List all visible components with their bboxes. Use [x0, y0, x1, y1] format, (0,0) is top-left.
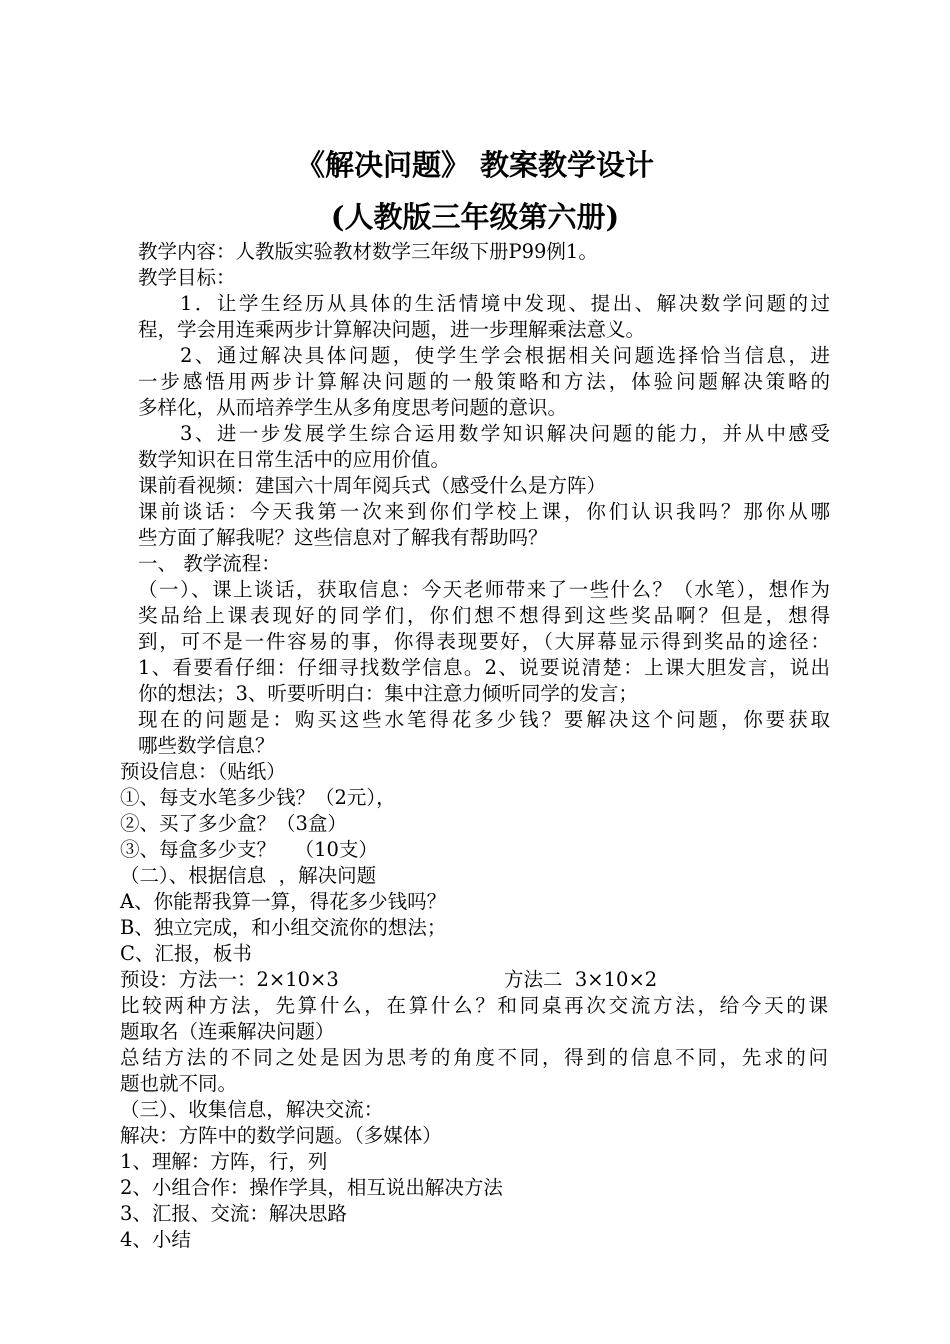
step-b: B、独立完成，和小组交流你的想法；: [120, 916, 447, 939]
pre-class-talk-line1: 课前谈话：今天我第一次来到你们学校上课，你们认识我吗？那你从哪: [138, 500, 830, 523]
objective-1-line1: 1．让学生经历从具体的生活情境中发现、提出、解决数学问题的过: [180, 292, 830, 315]
compare-line2: 题取名（连乘解决问题）: [120, 1020, 335, 1043]
compare-line1: 比较两种方法，先算什么，在算什么？和同桌再次交流方法，给今天的课: [120, 994, 828, 1017]
objective-3-line2: 数学知识在日常生活中的应用价值。: [138, 448, 451, 471]
objective-1-line2: 程，学会用连乘两步计算解决问题，进一步理解乘法意义。: [138, 318, 646, 341]
summary-line2: 题也就不同。: [120, 1072, 238, 1095]
section-1-line1: （一）、课上谈话，获取信息：今天老师带来了一些什么？（水笔），想作为: [138, 578, 830, 601]
method-two: 方法二 3×10×2: [504, 968, 658, 991]
step-c: C、汇报，板书: [120, 942, 252, 965]
objective-2-line1: 2、通过解决具体问题，使学生学会根据相关问题选择恰当信息，进: [180, 344, 830, 367]
solve-line: 解决：方阵中的数学问题。（多媒体）: [120, 1124, 442, 1147]
item-4: 4、小结: [120, 1228, 191, 1251]
item-2: 2、小组合作：操作学具，相互说出解决方法: [120, 1176, 503, 1199]
pre-class-talk-line2: 些方面了解我呢？这些信息对了解我有帮助吗？: [138, 526, 548, 549]
section-1-line3: 到，可不是一件容易的事，你得表现要好，（大屏幕显示得到奖品的途径：: [138, 630, 830, 653]
preset-info-heading: 预设信息：（贴纸）: [120, 760, 286, 783]
question-line1: 现在的问题是：购买这些水笔得花多少钱？要解决这个问题，你要获取: [138, 708, 830, 731]
objective-2-line3: 多样化，从而培养学生从多角度思考问题的意识。: [138, 396, 568, 419]
section-2-heading: （二）、根据信息 ，解决问题: [120, 864, 377, 887]
objective-2-line2: 一步感悟用两步计算解决问题的一般策略和方法，体验问题解决策略的: [138, 370, 830, 393]
objective-3-line1: 3、进一步发展学生综合运用数学知识解决问题的能力，并从中感受: [180, 422, 830, 445]
section-3-heading: （三）、收集信息，解决交流：: [120, 1098, 384, 1121]
preset-info-2: ②、买了多少盒？（3盒）: [120, 812, 347, 835]
item-3: 3、汇报、交流：解决思路: [120, 1202, 347, 1225]
summary-line1: 总结方法的不同之处是因为思考的角度不同，得到的信息不同，先求的问: [120, 1046, 828, 1069]
preset-info-3: ③、每盒多少支？ （10支）: [120, 838, 378, 861]
section-1-line4: 1、看要看仔细：仔细寻找数学信息。2、说要说清楚：上课大胆发言，说出: [138, 656, 830, 679]
document-subtitle: (人教版三年级第六册): [330, 200, 620, 234]
method-one: 预设：方法一：2×10×3: [120, 968, 339, 991]
pre-class-video: 课前看视频：建国六十周年阅兵式（感受什么是方阵）: [138, 474, 607, 497]
step-a: A、你能帮我算一算，得花多少钱吗？: [120, 890, 447, 913]
document-title: 《解决问题》 教案教学设计: [295, 148, 655, 182]
objectives-heading: 教学目标：: [138, 266, 236, 289]
preset-info-1: ①、每支水笔多少钱？（2元），: [120, 786, 396, 809]
teaching-content: 教学内容：人教版实验教材数学三年级下册P99例1。: [138, 240, 598, 263]
section-1-line2: 奖品给上课表现好的同学们，你们想不想得到这些奖品啊？但是，想得: [138, 604, 830, 627]
item-1: 1、理解：方阵，行，列: [120, 1150, 328, 1173]
question-line2: 哪些数学信息？: [138, 734, 275, 757]
process-heading: 一、 教学流程：: [138, 552, 281, 575]
section-1-line5: 你的想法；3、听要听明白：集中注意力倾听同学的发言；: [138, 682, 638, 705]
